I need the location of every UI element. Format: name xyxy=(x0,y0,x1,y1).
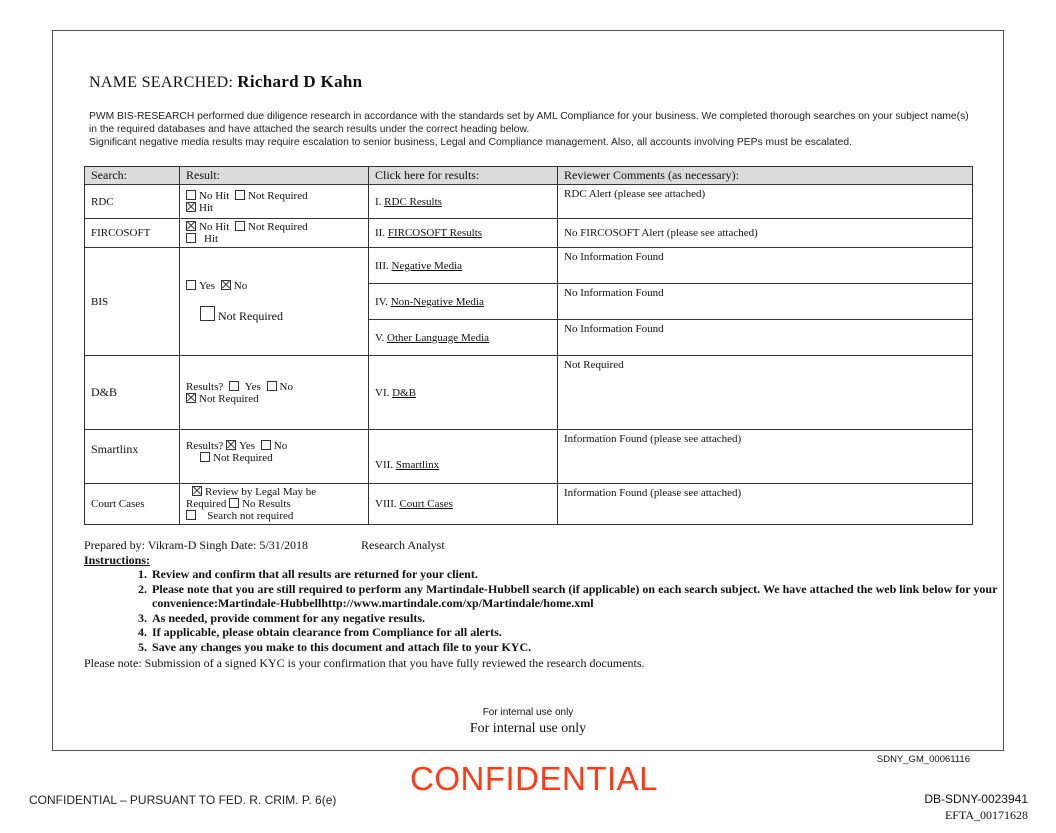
bates-number: SDNY_GM_00061116 xyxy=(876,754,970,765)
result-fircosoft xyxy=(180,219,369,248)
header-results-link: Click here for results: xyxy=(369,167,558,185)
label-smartlinx-yes: Yes xyxy=(239,440,256,452)
comment-non-negative-media: No Information Found xyxy=(558,284,973,320)
checkbox-bis-notreq[interactable] xyxy=(200,306,215,321)
label-bis-no: No xyxy=(233,279,248,292)
label-db-notreq: Not Required xyxy=(199,392,259,405)
smartlinx-results-link[interactable]: Smartlinx xyxy=(395,459,440,471)
search-bis: BIS xyxy=(85,248,180,356)
label-db-yes: Yes xyxy=(244,380,261,393)
name-searched-label: NAME SEARCHED: xyxy=(89,74,234,91)
rdc-results-link[interactable]: RDC Results xyxy=(384,195,442,208)
court-cases-link[interactable]: Court Cases xyxy=(399,498,453,510)
label-court-noresults: No Results xyxy=(242,498,291,510)
label-rdc-notreq: Not Required xyxy=(248,189,308,202)
table-row-rdc xyxy=(85,185,973,219)
other-language-media-link[interactable]: Other Language Media xyxy=(387,331,490,344)
smartlinx-link-prefix: VII. xyxy=(375,459,394,471)
checkbox-fircosoft-nohit[interactable] xyxy=(186,221,196,231)
subject-name: Richard D Kahn xyxy=(237,72,363,91)
label-db-results: Results? xyxy=(186,380,224,393)
intro-line-1: PWM BIS-RESEARCH performed due diligence research in accordance with the standards set by AML Compliance for your business. We completed thorough searches on your subject name(s) in the required databases and have attached the search results under the correct heading below. xyxy=(89,111,969,135)
comment-fircosoft: No FIRCOSOFT Alert (please see attached) xyxy=(558,219,973,248)
table-row-smartlinx xyxy=(85,430,973,484)
search-rdc: RDC xyxy=(85,185,180,219)
prepared-by xyxy=(84,538,445,553)
label-smartlinx-notreq: Not Required xyxy=(213,452,273,464)
checkbox-rdc-nohit[interactable] xyxy=(186,190,196,200)
comment-smartlinx: Information Found (please see attached) xyxy=(558,430,973,484)
checkbox-smartlinx-no[interactable] xyxy=(261,440,271,450)
name-searched-title xyxy=(89,72,362,92)
results-cell-fircosoft xyxy=(369,219,558,248)
db-results-link[interactable]: D&B xyxy=(392,386,416,399)
search-smartlinx: Smartlinx xyxy=(85,430,180,484)
fircosoft-link-prefix: II. xyxy=(375,227,386,239)
label-smartlinx-results: Results? xyxy=(186,440,224,452)
label-fircosoft-hit: Hit xyxy=(204,233,219,245)
intro-line-2: Significant negative media results may require escalation to senior business, Legal and Compliance management. Also, all accounts involving PEPs must be escalated. xyxy=(89,137,852,148)
checkbox-db-yes[interactable] xyxy=(229,381,239,391)
results-cell-negative-media xyxy=(369,248,558,284)
negative-media-link[interactable]: Negative Media xyxy=(391,259,463,272)
checkbox-fircosoft-hit[interactable] xyxy=(186,233,196,243)
label-db-no: No xyxy=(279,380,293,393)
result-db xyxy=(180,356,369,430)
table-row-court-cases xyxy=(85,484,973,525)
negative-media-prefix: III. xyxy=(375,259,389,272)
results-cell-court-cases xyxy=(369,484,558,525)
intro-paragraph xyxy=(89,110,969,149)
comment-court-cases: Information Found (please see attached) xyxy=(558,484,973,525)
label-court-notreq: Search not required xyxy=(207,510,294,522)
results-cell-non-negative-media xyxy=(369,284,558,320)
result-bis xyxy=(180,248,369,356)
table-row-db xyxy=(85,356,973,430)
instruction-item: 4. If applicable, please obtain clearance from Compliance for all alerts. xyxy=(150,625,1010,640)
label-fircosoft-notreq: Not Required xyxy=(248,221,308,233)
table-row-fircosoft xyxy=(85,219,973,248)
label-court-review: Review by Legal May be xyxy=(205,486,317,498)
results-cell-other-language-media xyxy=(369,320,558,356)
label-rdc-nohit: No Hit xyxy=(199,189,230,202)
kyc-note: Please note: Submission of a signed KYC is your confirmation that you have fully reviewed the research documents. xyxy=(84,656,645,670)
checkbox-smartlinx-yes[interactable] xyxy=(226,440,236,450)
instruction-item: 3. As needed, provide comment for any negative results. xyxy=(150,611,1010,626)
internal-use-small: For internal use only xyxy=(482,707,574,718)
comment-db: Not Required xyxy=(558,356,973,430)
other-language-media-prefix: V. xyxy=(375,331,385,344)
checkbox-rdc-notreq[interactable] xyxy=(235,190,245,200)
checkbox-fircosoft-notreq[interactable] xyxy=(235,221,245,231)
search-fircosoft: FIRCOSOFT xyxy=(85,219,180,248)
db-sdny-id: DB-SDNY-0023941 xyxy=(924,792,1028,806)
checkbox-court-noresults[interactable] xyxy=(229,498,239,508)
checkbox-bis-no[interactable] xyxy=(221,280,231,290)
results-cell-smartlinx xyxy=(369,430,558,484)
analyst-role: Research Analyst xyxy=(361,538,445,552)
checkbox-smartlinx-notreq[interactable] xyxy=(200,452,210,462)
comment-negative-media: No Information Found xyxy=(558,248,973,284)
label-fircosoft-nohit: No Hit xyxy=(199,221,230,233)
table-header-row xyxy=(85,167,973,185)
internal-use-large: For internal use only xyxy=(469,721,587,736)
confidential-stamp: CONFIDENTIAL xyxy=(410,760,659,797)
court-link-prefix: VIII. xyxy=(375,498,397,510)
result-court-cases xyxy=(180,484,369,525)
label-rdc-hit: Hit xyxy=(199,201,214,214)
instructions-list xyxy=(118,567,1010,654)
header-search: Search: xyxy=(85,167,180,185)
label-bis-notreq: Not Required xyxy=(218,308,283,323)
checkbox-bis-yes[interactable] xyxy=(186,280,196,290)
db-link-prefix: VI. xyxy=(375,386,390,399)
header-reviewer-comments: Reviewer Comments (as necessary): xyxy=(558,167,973,185)
instruction-item: 2. Please note that you are still required to perform any Martindale-Hubbell search (if applicable) on each search subject. We have attached the web link below for your convenience:Martindale-Hubbellhttp://www.martindale.com/xp/Martindale/home.xml xyxy=(150,582,1010,611)
instruction-item: 5. Save any changes you make to this document and attach file to your KYC. xyxy=(150,640,1010,655)
rdc-link-prefix: I. xyxy=(375,195,382,208)
fircosoft-results-link[interactable]: FIRCOSOFT Results xyxy=(387,227,483,239)
comment-rdc: RDC Alert (please see attached) xyxy=(558,185,973,219)
checkbox-db-notreq[interactable] xyxy=(186,393,196,403)
checkbox-rdc-hit[interactable] xyxy=(186,202,196,212)
non-negative-media-prefix: IV. xyxy=(375,295,388,308)
checkbox-court-review[interactable] xyxy=(192,486,202,496)
comment-other-language-media: No Information Found xyxy=(558,320,973,356)
non-negative-media-link[interactable]: Non-Negative Media xyxy=(390,295,484,308)
instructions-heading: Instructions: xyxy=(84,553,151,567)
efta-id: EFTA_00171628 xyxy=(944,808,1028,822)
label-smartlinx-no: No xyxy=(273,440,288,452)
prepared-by-text: Prepared by: Vikram-D Singh Date: 5/31/2018 xyxy=(84,538,309,552)
checkbox-court-notreq[interactable] xyxy=(186,510,196,520)
label-bis-yes: Yes xyxy=(199,279,216,292)
table-row-bis-negative xyxy=(85,248,973,284)
confidential-legend: CONFIDENTIAL – PURSUANT TO FED. R. CRIM. P. 6(e) xyxy=(29,793,337,807)
checkbox-db-no[interactable] xyxy=(267,381,277,391)
search-results-table xyxy=(84,166,973,525)
results-cell-db xyxy=(369,356,558,430)
search-court-cases: Court Cases xyxy=(85,484,180,525)
result-smartlinx xyxy=(180,430,369,484)
search-db: D&B xyxy=(85,356,180,430)
result-rdc xyxy=(180,185,369,219)
results-cell-rdc xyxy=(369,185,558,219)
label-court-required: Required xyxy=(186,498,227,510)
header-result: Result: xyxy=(180,167,369,185)
instruction-item: 1. Review and confirm that all results are returned for your client. xyxy=(150,567,1010,582)
